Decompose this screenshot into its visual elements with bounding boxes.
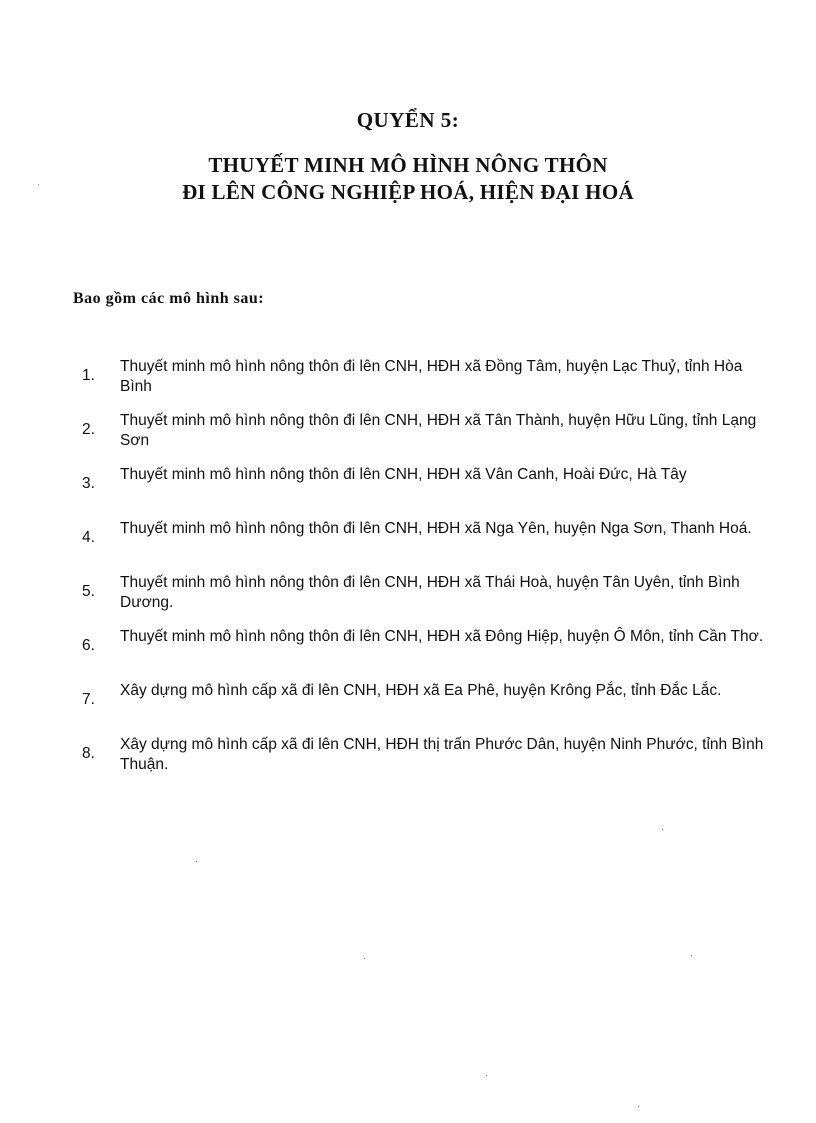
list-item <box>80 465 780 519</box>
list-item <box>80 735 780 789</box>
item-number: 1. <box>82 367 95 384</box>
item-number: 6. <box>82 637 95 654</box>
item-text: Thuyết minh mô hình nông thôn đi lên CNH, HĐH xã Tân Thành, huyện Hữu Lũng, tỉnh Lạng Sơn <box>120 412 757 449</box>
scan-speck <box>638 1106 639 1107</box>
scan-speck <box>38 184 39 185</box>
scan-speck <box>364 958 365 959</box>
list-item <box>80 411 780 465</box>
scan-speck <box>662 829 663 830</box>
model-list <box>80 357 780 789</box>
list-item <box>80 681 780 735</box>
intro-heading: Bao gồm các mô hình sau: <box>73 290 265 307</box>
list-item <box>80 519 780 573</box>
item-text: Thuyết minh mô hình nông thôn đi lên CNH, HĐH xã Thái Hoà, huyện Tân Uyên, tỉnh Bình Dương. <box>120 574 740 611</box>
main-title-line-1: THUYẾT MINH MÔ HÌNH NÔNG THÔN <box>208 153 608 177</box>
item-text: Thuyết minh mô hình nông thôn đi lên CNH, HĐH xã Nga Yên, huyện Nga Sơn, Thanh Hoá. <box>120 520 752 537</box>
item-text: Thuyết minh mô hình nông thôn đi lên CNH, HĐH xã Đông Hiệp, huyện Ô Môn, tỉnh Cần Thơ. <box>120 628 764 645</box>
volume-title: QUYỂN 5: <box>356 108 460 132</box>
list-item <box>80 627 780 681</box>
item-number: 7. <box>82 691 95 708</box>
main-title-line-2: ĐI LÊN CÔNG NGHIỆP HOÁ, HIỆN ĐẠI HOÁ <box>182 180 634 204</box>
scan-speck <box>486 1075 487 1076</box>
item-number: 3. <box>82 475 95 492</box>
item-number: 2. <box>82 421 95 438</box>
item-number: 4. <box>82 529 95 546</box>
item-text: Xây dựng mô hình cấp xã đi lên CNH, HĐH xã Ea Phê, huyện Krông Pắc, tỉnh Đắc Lắc. <box>120 682 722 699</box>
item-text: Thuyết minh mô hình nông thôn đi lên CNH, HĐH xã Đồng Tâm, huyện Lạc Thuỷ, tỉnh Hòa Bình <box>120 358 743 395</box>
item-number: 8. <box>82 745 95 762</box>
item-number: 5. <box>82 583 95 600</box>
list-item <box>80 357 780 411</box>
list-item <box>80 573 780 627</box>
scan-speck <box>691 955 692 956</box>
main-title <box>0 152 816 206</box>
scan-speck <box>196 861 197 862</box>
item-text: Thuyết minh mô hình nông thôn đi lên CNH, HĐH xã Vân Canh, Hoài Đức, Hà Tây <box>120 466 687 483</box>
item-text: Xây dựng mô hình cấp xã đi lên CNH, HĐH thị trấn Phước Dân, huyện Ninh Phước, tỉnh Bình Thuận. <box>120 736 764 773</box>
